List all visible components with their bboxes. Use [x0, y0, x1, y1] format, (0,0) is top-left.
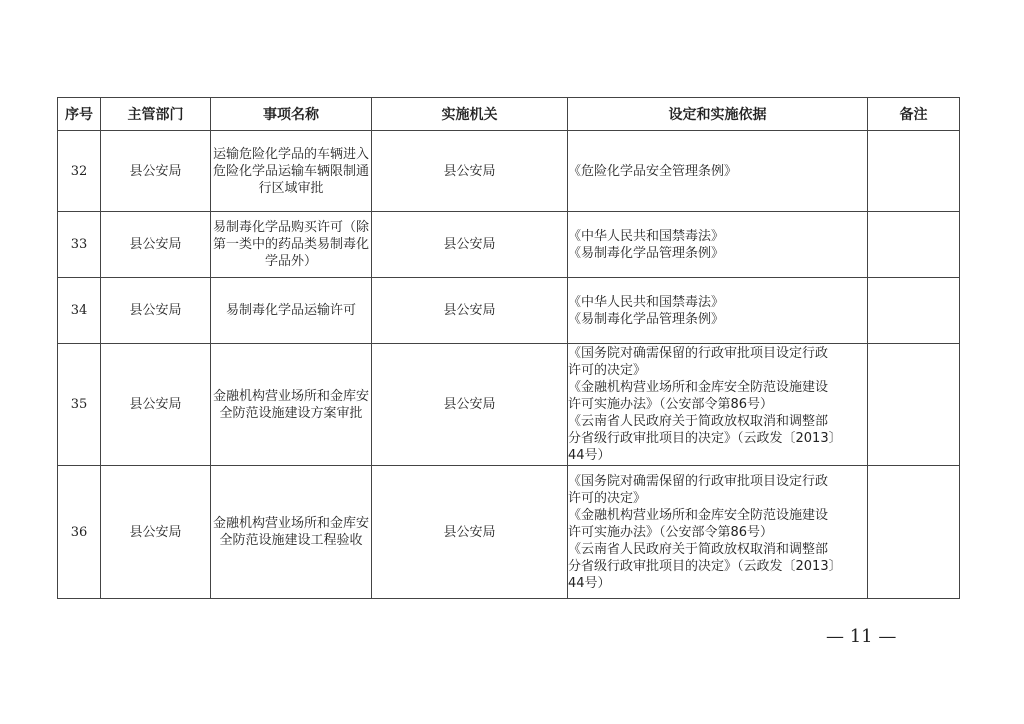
table-row — [58, 466, 960, 599]
row-department: 县公安局 — [101, 131, 211, 212]
row-remarks — [868, 344, 960, 466]
basis-line: 分省级行政审批项目的决定》（云政发〔2013〕 — [568, 558, 842, 574]
basis-line: 许可实施办法》（公安部令第86号） — [568, 397, 774, 412]
basis-line: 《云南省人民政府关于简政放权取消和调整部 — [568, 414, 829, 429]
basis-line: 《国务院对确需保留的行政审批项目设定行政 — [568, 346, 829, 361]
row-seq: 32 — [58, 131, 101, 212]
basis-line: 《云南省人民政府关于简政放权取消和调整部 — [568, 541, 829, 557]
row-seq: 33 — [58, 212, 101, 278]
row-basis — [568, 344, 868, 466]
table-row — [58, 131, 960, 212]
row-agency: 县公安局 — [372, 344, 568, 466]
table-row — [58, 212, 960, 278]
row-department: 县公安局 — [101, 278, 211, 344]
row-remarks — [868, 278, 960, 344]
row-basis — [568, 212, 868, 278]
header-item-name: 事项名称 — [211, 98, 372, 131]
row-item-name: 金融机构营业场所和金库安全防范设施建设工程验收 — [211, 466, 372, 599]
basis-line: 分省级行政审批项目的决定》（云政发〔2013〕 — [568, 431, 842, 446]
basis-line: 《易制毒化学品管理条例》 — [568, 311, 725, 327]
row-item-name: 运输危险化学品的车辆进入危险化学品运输车辆限制通行区域审批 — [211, 131, 372, 212]
basis-line: 44号） — [568, 448, 611, 463]
row-agency: 县公安局 — [372, 278, 568, 344]
basis-line: 许可的决定》 — [568, 490, 647, 506]
page-number: — 11 — — [826, 626, 897, 647]
approval-items-table — [57, 97, 960, 599]
header-agency: 实施机关 — [372, 98, 568, 131]
header-basis: 设定和实施依据 — [568, 98, 868, 131]
basis-line: 《金融机构营业场所和金库安全防范设施建设 — [568, 380, 829, 395]
basis-line: 许可实施办法》（公安部令第86号） — [568, 524, 774, 540]
basis-line: 许可的决定》 — [568, 363, 647, 378]
row-item-name: 易制毒化学品运输许可 — [211, 278, 372, 344]
row-agency: 县公安局 — [372, 466, 568, 599]
basis-line: 《国务院对确需保留的行政审批项目设定行政 — [568, 473, 829, 489]
header-seq: 序号 — [58, 98, 101, 131]
table-row — [58, 278, 960, 344]
row-basis — [568, 131, 868, 212]
row-agency: 县公安局 — [372, 212, 568, 278]
row-remarks — [868, 131, 960, 212]
row-remarks — [868, 212, 960, 278]
row-basis — [568, 466, 868, 599]
basis-line: 《中华人民共和国禁毒法》 — [568, 294, 725, 310]
row-department: 县公安局 — [101, 344, 211, 466]
row-remarks — [868, 466, 960, 599]
row-department: 县公安局 — [101, 466, 211, 599]
table-header-row — [58, 98, 960, 131]
row-item-name: 金融机构营业场所和金库安全防范设施建设方案审批 — [211, 344, 372, 466]
table-row — [58, 344, 960, 466]
basis-line: 44号） — [568, 575, 611, 591]
row-seq: 36 — [58, 466, 101, 599]
row-item-name: 易制毒化学品购买许可（除第一类中的药品类易制毒化学品外） — [211, 212, 372, 278]
header-remarks: 备注 — [868, 98, 960, 131]
row-department: 县公安局 — [101, 212, 211, 278]
basis-line: 《危险化学品安全管理条例》 — [568, 163, 738, 179]
basis-line: 《中华人民共和国禁毒法》 — [568, 228, 725, 244]
row-basis — [568, 278, 868, 344]
row-seq: 34 — [58, 278, 101, 344]
basis-line: 《金融机构营业场所和金库安全防范设施建设 — [568, 507, 829, 523]
header-department: 主管部门 — [101, 98, 211, 131]
row-seq: 35 — [58, 344, 101, 466]
basis-line: 《易制毒化学品管理条例》 — [568, 245, 725, 261]
row-agency: 县公安局 — [372, 131, 568, 212]
